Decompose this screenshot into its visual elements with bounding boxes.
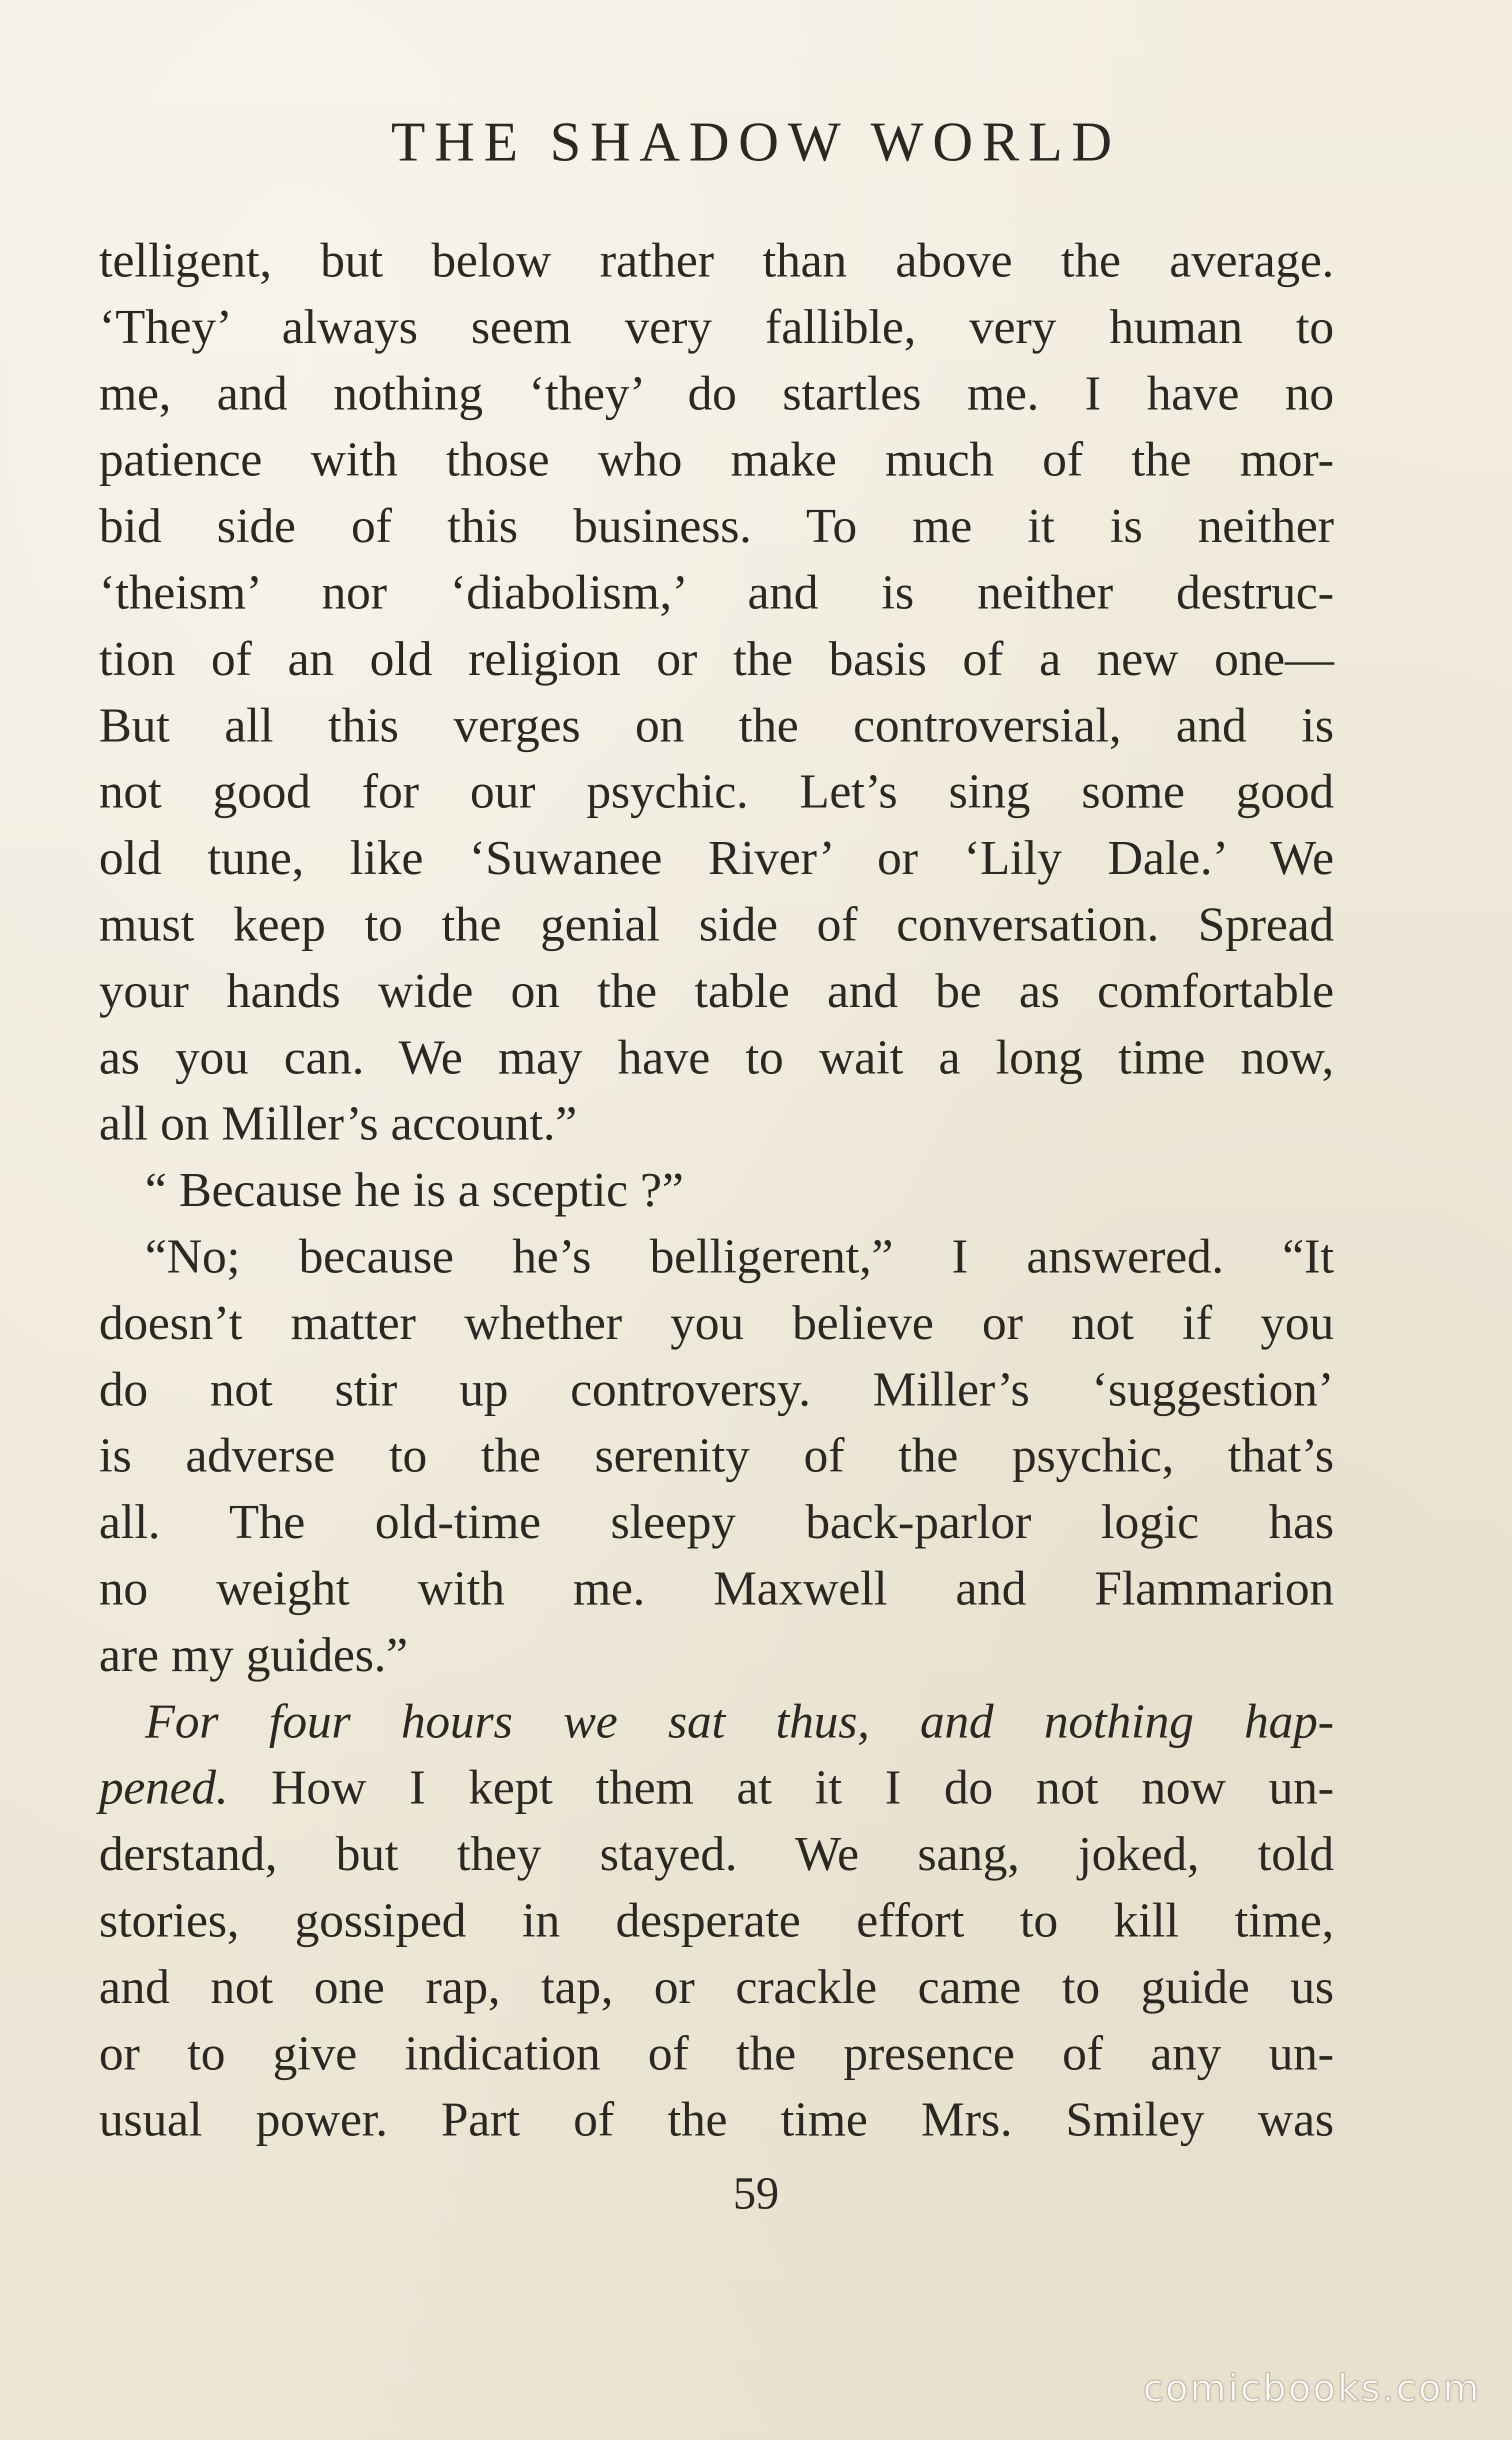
text-line: “No; because he’s belligerent,” I answered. “It bbox=[145, 1229, 1334, 1284]
text-line: old tune, like ‘Suwanee River’ or ‘Lily Dale.’ We bbox=[99, 831, 1334, 886]
text-line: as you can. We may have to wait a long time now, bbox=[99, 1030, 1334, 1084]
text-line: and not one rap, tap, or crackle came to guide us bbox=[99, 1960, 1334, 2014]
text-line: no weight with me. Maxwell and Flammarion bbox=[99, 1561, 1334, 1616]
watermark: comicbooks.com bbox=[1143, 2367, 1481, 2410]
body-text bbox=[99, 228, 1334, 2153]
text-line: “ Because he is a sceptic ?” bbox=[145, 1163, 684, 1218]
text-line: do not stir up controversy. Miller’s ‘suggestion’ bbox=[99, 1362, 1334, 1416]
text-line: are my guides.” bbox=[99, 1628, 408, 1682]
text-line: But all this verges on the controversial, and is bbox=[99, 698, 1334, 752]
text-line: pened. How I kept them at it I do not now un- bbox=[99, 1760, 1334, 1815]
running-head: THE SHADOW WORLD bbox=[391, 111, 1121, 173]
text-line: must keep to the genial side of conversation. Spread bbox=[99, 897, 1334, 952]
text-line: usual power. Part of the time Mrs. Smiley was bbox=[99, 2092, 1334, 2147]
text-line: doesn’t matter whether you believe or not if you bbox=[99, 1296, 1334, 1350]
text-line: bid side of this business. To me it is neither bbox=[99, 499, 1334, 554]
text-line: patience with those who make much of the mor- bbox=[99, 432, 1334, 487]
text-line: not good for our psychic. Let’s sing some good bbox=[99, 764, 1334, 819]
text-line: is adverse to the serenity of the psychic, that’s bbox=[99, 1428, 1334, 1483]
text-line: For four hours we sat thus, and nothing hap- bbox=[145, 1694, 1334, 1748]
page-number: 59 bbox=[733, 2168, 779, 2218]
text-line: or to give indication of the presence of any un- bbox=[99, 2026, 1334, 2080]
text-line: stories, gossiped in desperate effort to kill time, bbox=[99, 1893, 1334, 1948]
text-line: your hands wide on the table and be as comfortable bbox=[99, 964, 1334, 1018]
text-line: all. The old-time sleepy back-parlor logic has bbox=[99, 1495, 1334, 1550]
text-line: ‘theism’ nor ‘diabolism,’ and is neither destruc- bbox=[99, 565, 1334, 620]
text-line: all on Miller’s account.” bbox=[99, 1096, 578, 1151]
text-line: derstand, but they stayed. We sang, joked, told bbox=[99, 1827, 1334, 1882]
text-line: me, and nothing ‘they’ do startles me. I have no bbox=[99, 366, 1334, 420]
text-line: ‘They’ always seem very fallible, very human to bbox=[99, 300, 1334, 354]
text-line: tion of an old religion or the basis of a new one— bbox=[99, 632, 1334, 686]
text-line: telligent, but below rather than above the average. bbox=[99, 234, 1334, 288]
